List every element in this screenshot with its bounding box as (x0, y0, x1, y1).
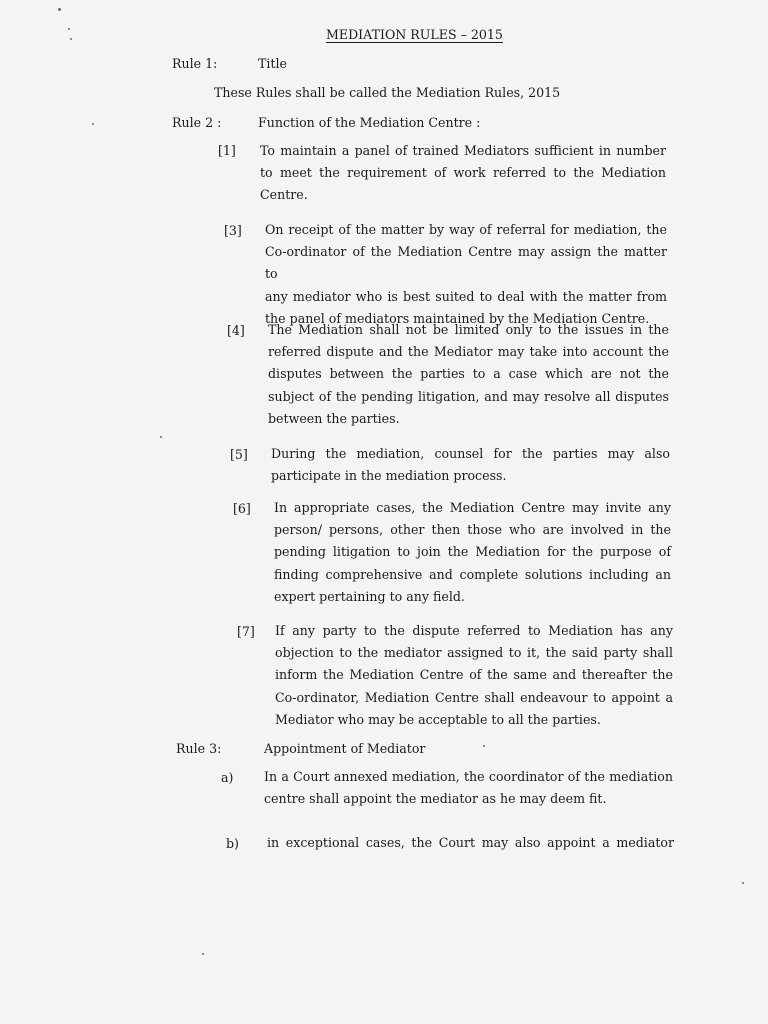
clause-line: participate in the mediation process. (271, 468, 507, 484)
rule3-heading: Appointment of Mediator (264, 741, 426, 756)
clause-line: To maintain a panel of trained Mediators sufficient in number (260, 143, 666, 158)
scan-speck (58, 8, 61, 11)
clause-number: [1] (218, 143, 236, 158)
clause-line: In a Court annexed mediation, the coordinator of the mediation (264, 769, 673, 784)
clause-line: inform the Mediation Centre of the same and thereafter the (275, 667, 673, 683)
clause-body (265, 219, 667, 330)
clause-body (260, 140, 666, 207)
clause-line: If any party to the dispute referred to Mediation has any (275, 623, 673, 638)
clause-line: any mediator who is best suited to deal with the matter from (265, 288, 667, 304)
scan-speck (483, 745, 485, 747)
clause-number: [5] (230, 447, 248, 462)
clause-number: [6] (233, 501, 251, 516)
clause-line: The Mediation shall not be limited only to the issues in the (268, 322, 669, 337)
clause-number: [7] (237, 624, 255, 639)
clause-line: pending litigation to join the Mediation for the purpose of (274, 544, 671, 560)
rule1-label: Rule 1: (172, 56, 218, 71)
clause-body (271, 443, 670, 487)
clause-line: subject of the pending litigation, and may resolve all disputes (268, 388, 669, 404)
clause-body (268, 319, 669, 430)
clause-line: During the mediation, counsel for the parties may also (271, 446, 670, 461)
clause-line: In appropriate cases, the Mediation Centre may invite any (274, 500, 671, 515)
clause-line: centre shall appoint the mediator as he may deem fit. (264, 791, 607, 807)
rule2-heading: Function of the Mediation Centre : (258, 115, 481, 130)
clause-body (264, 766, 673, 810)
clause-line: person/ persons, other then those who are involved in the (274, 522, 671, 538)
clause-line: Mediator who may be acceptable to all the parties. (275, 711, 601, 727)
rule1-heading: Title (258, 56, 287, 71)
rule1-text: These Rules shall be called the Mediation Rules, 2015 (214, 85, 561, 100)
document-title: MEDIATION RULES – 2015 (326, 27, 503, 42)
clause-line: between the parties. (268, 410, 400, 426)
scan-speck (742, 882, 744, 884)
scan-speck (68, 28, 70, 30)
clause-body (275, 620, 673, 731)
scan-speck (70, 38, 72, 40)
clause-line: disputes between the parties to a case which are not the (268, 366, 669, 382)
clause-line: expert pertaining to any field. (274, 588, 465, 604)
clause-line: objection to the mediator assigned to it, the said party shall (275, 645, 673, 661)
clause-body (274, 497, 671, 608)
clause-line: Co-ordinator of the Mediation Centre may assign the matter to (265, 244, 667, 282)
clause-number: b) (226, 836, 239, 851)
scan-speck (202, 953, 204, 955)
clause-number: [4] (227, 323, 245, 338)
clause-number: [3] (224, 223, 242, 238)
clause-line: referred dispute and the Mediator may take into account the (268, 344, 669, 360)
clause-line: On receipt of the matter by way of referral for mediation, the (265, 222, 667, 237)
clause-body (267, 832, 674, 854)
clause-line: in exceptional cases, the Court may also appoint a mediator (267, 835, 674, 850)
clause-line: to meet the requirement of work referred to the Mediation (260, 165, 666, 181)
rule3-label: Rule 3: (176, 741, 222, 756)
clause-line: Co-ordinator, Mediation Centre shall endeavour to appoint a (275, 689, 673, 705)
rule2-label: Rule 2 : (172, 115, 222, 130)
clause-number: a) (221, 770, 234, 785)
clause-line: finding comprehensive and complete solutions including an (274, 566, 671, 582)
clause-line: Centre. (260, 187, 308, 203)
clause-line: the panel of mediators maintained by the Mediation Centre. (265, 310, 650, 326)
scan-speck (92, 123, 94, 125)
scan-speck (160, 436, 162, 438)
